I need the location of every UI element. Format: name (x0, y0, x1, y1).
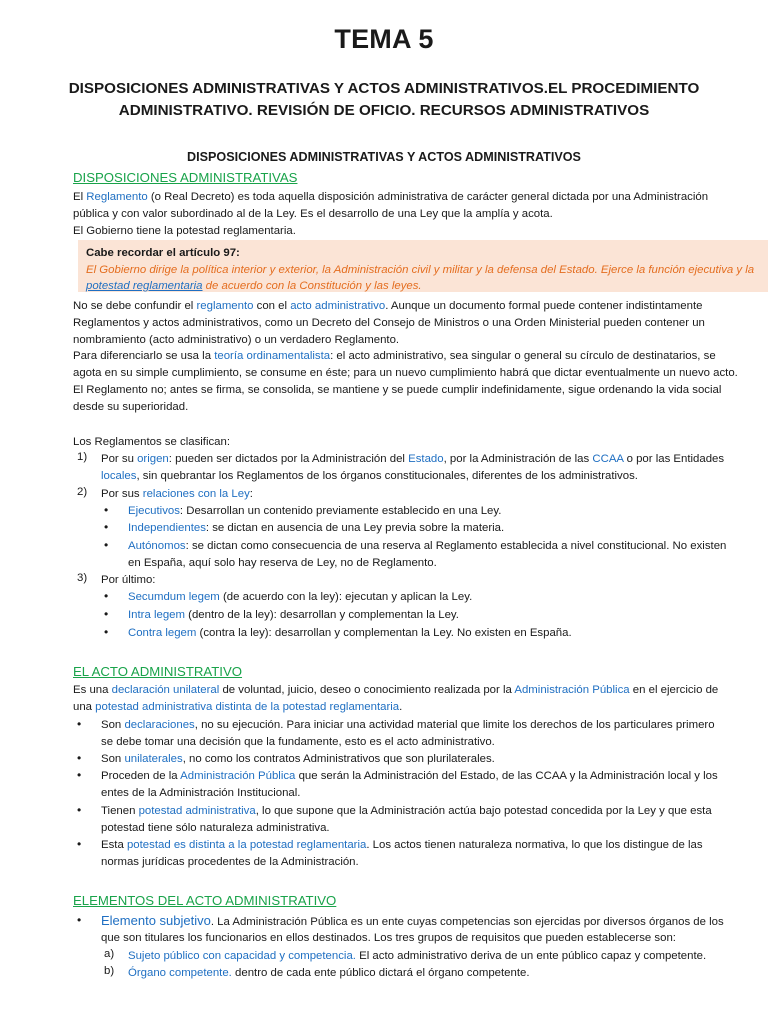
heading-disposiciones: DISPOSICIONES ADMINISTRATIVAS (73, 170, 298, 185)
tema-title: TEMA 5 (334, 24, 434, 54)
term-reglamento: reglamento (196, 300, 254, 312)
text: , por la Administración de las (443, 453, 593, 465)
term-potestad-reglamentaria: potestad reglamentaria (86, 280, 203, 292)
list-letter: b) (104, 965, 115, 977)
heading-acto-administrativo: EL ACTO ADMINISTRATIVO (73, 664, 243, 679)
list-item-autonomos (128, 538, 748, 555)
text: : el acto administrativo, sea singular o general su círculo de destinatarios, se agota en su simple cumplimiento, se consume en éste; para un nuevo cumplimiento habrá que dictar eventualmente un nuevo acto. El Reglamento no; antes se firma, se consolida, se mantiene y se puede cumplir indefinidamente, sigue ordenando la vida social desde su superioridad. (73, 350, 738, 413)
text: : (249, 488, 253, 500)
term-secumdum-legem: Secumdum legem (128, 591, 220, 603)
list-item-organo-competente (128, 965, 748, 982)
list-item-distinta (101, 837, 751, 854)
text: El Gobierno dirige la política interior y exterior, la Administración civil y militar y la defensa del Estado. Ejerce la función ejecutiva y la (86, 264, 755, 276)
bullet: • (104, 538, 109, 552)
list-item-por-ultimo: Por último: (101, 574, 156, 586)
text: dentro de cada ente público dictará el órgano competente. (231, 967, 530, 979)
list-item-sujeto-publico (128, 948, 748, 965)
bullet: • (77, 803, 82, 817)
text: con el (253, 300, 291, 312)
list-item-potestad (101, 803, 751, 820)
bullet: • (104, 625, 109, 639)
paragraph-confundir (73, 298, 745, 349)
term-potestad-administrativa: potestad administrativa (138, 805, 256, 817)
list-item-origen (101, 451, 751, 468)
paragraph-diferenciar (73, 348, 745, 416)
list-item-autonomos-cont: en España, aquí solo hay reserva de Ley, no de Reglamento. (128, 557, 437, 569)
text: . (399, 701, 403, 713)
list-item-contra (128, 625, 572, 642)
bullet: • (77, 768, 82, 782)
term-sujeto-publico: Sujeto público con capacidad y competencia. (128, 950, 356, 962)
list-item-unilaterales (101, 751, 751, 768)
list-item-relaciones (101, 486, 253, 503)
paragraph-acto-def-cont (73, 699, 745, 716)
text: una (73, 701, 96, 713)
text: Son (101, 753, 125, 765)
text: Proceden de la (101, 770, 181, 782)
list-item-intra (128, 607, 459, 624)
bullet: • (77, 837, 82, 851)
subtitle (40, 78, 728, 122)
text: que serán la Administración del Estado, de las CCAA y la Administración local y los (295, 770, 718, 782)
list-item-secundum (128, 589, 472, 606)
term-origen: origen (137, 453, 169, 465)
bullet: • (104, 589, 109, 603)
list-item-proceden-cont: entes de la Administración Institucional. (101, 787, 301, 799)
text: , no su ejecución. Para iniciar una actividad material que limite los derechos de los particulares primero (194, 719, 715, 731)
term-intra-legem: Intra legem (128, 609, 185, 621)
term-elemento-subjetivo: Elemento subjetivo (101, 913, 211, 928)
text: Son (101, 719, 125, 731)
text: El (73, 191, 87, 203)
term-ccaa: CCAA (592, 453, 624, 465)
list-item-proceden (101, 768, 751, 785)
text: (de acuerdo con la ley): ejecutan y aplican la Ley. (219, 591, 473, 603)
term-contra-legem: Contra legem (128, 627, 197, 639)
list-item-declaraciones (101, 717, 751, 734)
term-unilaterales: unilaterales (124, 753, 183, 765)
list-letter: a) (104, 948, 115, 960)
paragraph-acto-def (73, 682, 745, 699)
subtitle-line-2: ADMINISTRATIVO. REVISIÓN DE OFICIO. RECURSOS ADMINISTRATIVOS (118, 102, 650, 119)
text: Por sus (101, 488, 143, 500)
bullet: • (104, 520, 109, 534)
text: o por las Entidades (623, 453, 725, 465)
term-declaracion-unilateral: declaración unilateral (111, 684, 220, 696)
callout-text (86, 262, 762, 294)
list-item-potestad-cont: potestad tiene sólo naturaleza administrativa. (101, 822, 330, 834)
text: : se dictan en ausencia de una Ley previa sobre la materia. (205, 522, 505, 534)
text: Por su (101, 453, 138, 465)
text: : se dictan como consecuencia de una reserva al Reglamento establecida a nivel constitucional. No existen (185, 540, 727, 552)
bullet: • (77, 717, 82, 731)
bullet: • (77, 913, 82, 927)
text: , sin quebrantar los Reglamentos de los órganos constitucionales, diferentes de los administrativos. (136, 470, 638, 482)
text: : pueden ser dictados por la Administración del (168, 453, 409, 465)
text: , lo que supone que la Administración actúa bajo potestad concedida por la Ley y que esta (255, 805, 712, 817)
term-ejecutivos: Ejecutivos (128, 505, 180, 517)
term-administracion-publica: Administración Pública (514, 684, 630, 696)
text: de voluntad, juicio, deseo o conocimiento realizada por la (219, 684, 515, 696)
term-organo-competente: Órgano competente. (128, 967, 232, 979)
text: (contra la ley): desarrollan y complementan la Ley. No existen en España. (196, 627, 572, 639)
bullet: • (104, 607, 109, 621)
text: . Aunque un documento formal puede contener indistintamente Reglamentos y actos administrativos, como un Decreto del Consejo de Ministros o una Orden Ministerial pueden contener un nombramiento (acto administrativo) o un verdadero Reglamento. (73, 300, 705, 346)
list-item-elemento-subjetivo-cont: que son titulares los funcionarios en ellos destinados. Los tres grupos de requisitos que pueden establecerse son: (101, 932, 676, 944)
list-number: 3) (77, 572, 88, 584)
term-teoria-ordinamentalista: teoría ordinamentalista (214, 350, 331, 362)
list-item-distinta-cont: normas jurídicas procedentes de la Administración. (101, 856, 359, 868)
text: El acto administrativo deriva de un ente público capaz y competente. (355, 950, 707, 962)
heading-elementos: ELEMENTOS DEL ACTO ADMINISTRATIVO (73, 893, 337, 908)
list-item-declaraciones-cont: se debe tomar una decisión que la fundamente, esto es el acto administrativo. (101, 736, 495, 748)
text: No se debe confundir el (73, 300, 197, 312)
list-item-independientes (128, 520, 504, 537)
text: Es una (73, 684, 112, 696)
text: (o Real Decreto) es toda aquella disposición administrativa de carácter general dictada por una Administración pública y con valor subordinado al de la Ley. Es el desarrollo de una Ley que la amplía y acota. (73, 191, 709, 220)
section-title: DISPOSICIONES ADMINISTRATIVAS Y ACTOS ADMINISTRATIVOS (187, 150, 581, 164)
text: de acuerdo con la Constitución y las leyes. (202, 280, 422, 292)
subtitle-line-1: DISPOSICIONES ADMINISTRATIVAS Y ACTOS ADMINISTRATIVOS.EL PROCEDIMIENTO (68, 80, 700, 97)
term-independientes: Independientes (128, 522, 206, 534)
term-relaciones-ley: relaciones con la Ley (142, 488, 250, 500)
list-number: 1) (77, 451, 88, 463)
bullet: • (77, 751, 82, 765)
text: Para diferenciarlo se usa la (73, 350, 215, 362)
bullet: • (104, 503, 109, 517)
term-estado: Estado (408, 453, 444, 465)
paragraph-potestad: El Gobierno tiene la potestad reglamentaria. (73, 225, 296, 237)
paragraph-reglamento (73, 189, 745, 223)
text: : Desarrollan un contenido previamente establecido en una Ley. (179, 505, 502, 517)
term-declaraciones: declaraciones (124, 719, 195, 731)
callout-title: Cabe recordar el artículo 97: (86, 247, 240, 259)
text: . La Administración Pública es un ente cuyas competencias son ejercidas por diversos órganos de los (210, 916, 724, 928)
text: , no como los contratos Administrativos que son plurilaterales. (182, 753, 495, 765)
text: Tienen (101, 805, 139, 817)
term-autonomos: Autónomos (128, 540, 186, 552)
list-item-elemento-subjetivo (101, 912, 751, 931)
term-reglamento: Reglamento (86, 191, 148, 203)
list-item-ejecutivos (128, 503, 501, 520)
term-acto-administrativo: acto administrativo (290, 300, 386, 312)
term-potestad-distinta: potestad es distinta a la potestad reglamentaria (126, 839, 367, 851)
text: en el ejercicio de (629, 684, 719, 696)
text: (dentro de la ley): desarrollan y complementan la Ley. (184, 609, 459, 621)
text: . Los actos tienen naturaleza normativa, lo que los distingue de las (366, 839, 703, 851)
list-item-origen-cont (101, 468, 751, 485)
term-potestad-administrativa-distinta: potestad administrativa distinta de la potestad reglamentaria (95, 701, 400, 713)
term-locales: locales (101, 470, 137, 482)
text: Esta (101, 839, 127, 851)
term-administracion-publica: Administración Pública (180, 770, 296, 782)
list-number: 2) (77, 486, 88, 498)
paragraph-clasifican: Los Reglamentos se clasifican: (73, 436, 231, 448)
